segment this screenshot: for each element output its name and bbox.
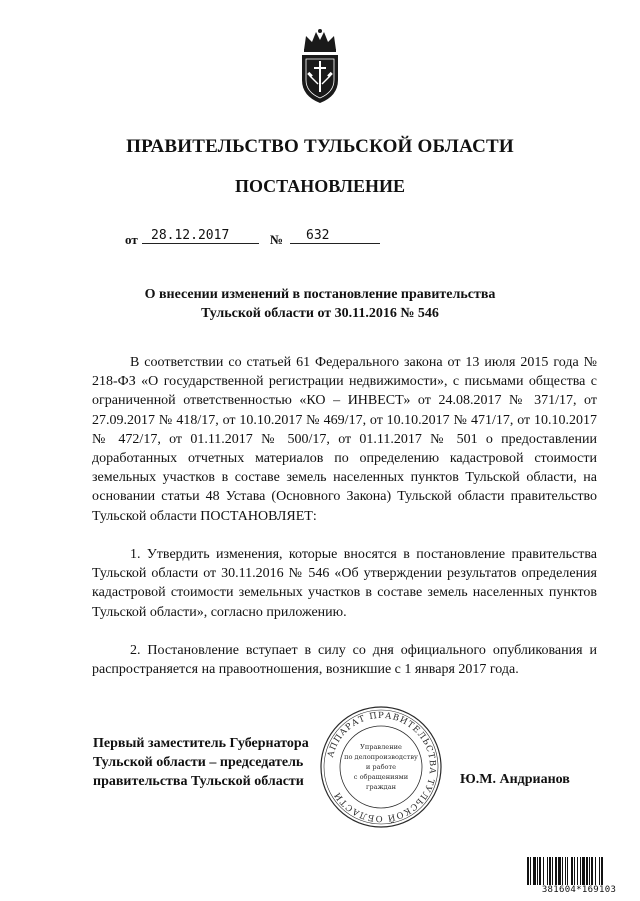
tula-coat-of-arms-icon: [296, 28, 344, 104]
stamp-inner-line-4: с обращениями: [353, 773, 409, 781]
barcode-bar: [580, 857, 581, 885]
stamp-inner-line-5: граждан: [365, 783, 397, 791]
barcode-bar: [591, 857, 593, 885]
barcode-bar: [571, 857, 573, 885]
barcode-bar: [567, 857, 568, 885]
barcode-bar: [601, 857, 603, 885]
barcode-bar: [595, 857, 596, 885]
barcode-bar: [549, 857, 551, 885]
signer-title-line-1: Первый заместитель Губернатора: [93, 736, 309, 751]
document-type: ПОСТАНОВЛЕНИЕ: [234, 176, 406, 196]
signer-title-line-3: правительства Тульской области: [93, 774, 304, 789]
barcode-bar: [558, 857, 561, 885]
stamp-ring-text: АППАРАТ ПРАВИТЕЛЬСТВА ТУЛЬСКОЙ ОБЛАСТИ: [325, 710, 438, 824]
stamp-inner-line-1: Управление: [360, 743, 402, 751]
barcode-bar: [527, 857, 529, 885]
barcode-bar: [586, 857, 588, 885]
date-number-line: [125, 228, 395, 248]
official-stamp: [318, 704, 444, 830]
government-title: ПРАВИТЕЛЬСТВО ТУЛЬСКОЙ ОБЛАСТИ: [126, 136, 514, 157]
barcode-bar: [537, 857, 538, 885]
barcode-bar: [574, 857, 575, 885]
subject-line-1: О внесении изменений в постановление правительства: [144, 287, 496, 302]
barcode-number: 381604*169103: [541, 885, 617, 895]
number-value: 632: [290, 228, 380, 244]
barcode-bar: [599, 857, 600, 885]
body-paragraph-preamble: В соответствии со статьей 61 Федерального закона от 13 июля 2015 года № 218-ФЗ «О государственной регистрации недвижимости», с письмами общества с ограниченной ответственностью «КО – ИНВЕСТ» от 24.08.2017 № 371/17, от 27.09.2017 № 418/17, от 10.10.2017 № 469/17, от 10.10.2017 № 471/17, от 10.10.2017 № 472/17, от 01.11.2017 № 500/17, от 01.11.2017 № 501 о предоставлении доработанных отчетных материалов по определению кадастровой стоимости земельных участков в составе земель населенных пунктов Тульской области, на основании статьи 48 Устава (Основного Закона) Тульской области правительство Тульской области ПОСТАНОВЛЯЕТ:: [92, 355, 597, 524]
barcode-bar: [555, 857, 557, 885]
signer-title-line-2: Тульской области – председатель: [93, 755, 304, 770]
body-paragraph-item-2: 2. Постановление вступает в силу со дня официального опубликования и распространяется на правоотношения, возникшие с 1 января 2017 года.: [92, 643, 597, 678]
barcode-bar: [539, 857, 541, 885]
barcode-bar: [565, 857, 566, 885]
barcode-bar: [582, 857, 585, 885]
stamp-inner-line-3: и работе: [365, 763, 397, 771]
barcode-bar: [543, 857, 544, 885]
date-value: 28.12.2017: [142, 228, 259, 244]
signer-name: Ю.М. Андрианов: [460, 772, 570, 787]
subject-line-2: Тульской области от 30.11.2016 № 546: [201, 306, 439, 321]
body-paragraph-item-1: 1. Утвердить изменения, которые вносятся в постановление правительства Тульской области от 30.11.2016 № 546 «Об утверждении результатов определения кадастровой стоимости земельных участков в составе земель населенных пунктов Тульской области», согласно приложению.: [92, 547, 597, 620]
barcode-bar: [547, 857, 548, 885]
signer-title: [93, 734, 333, 791]
barcode-bar: [562, 857, 563, 885]
date-label: от: [125, 232, 138, 247]
document-subject: [60, 285, 580, 323]
barcode-bar: [533, 857, 536, 885]
barcode-bar: [589, 857, 590, 885]
barcode-bar: [530, 857, 531, 885]
stamp-inner-line-2: по делопроизводству: [344, 753, 418, 761]
number-label: №: [270, 232, 284, 247]
barcode-bar: [552, 857, 553, 885]
barcode-bar: [577, 857, 578, 885]
